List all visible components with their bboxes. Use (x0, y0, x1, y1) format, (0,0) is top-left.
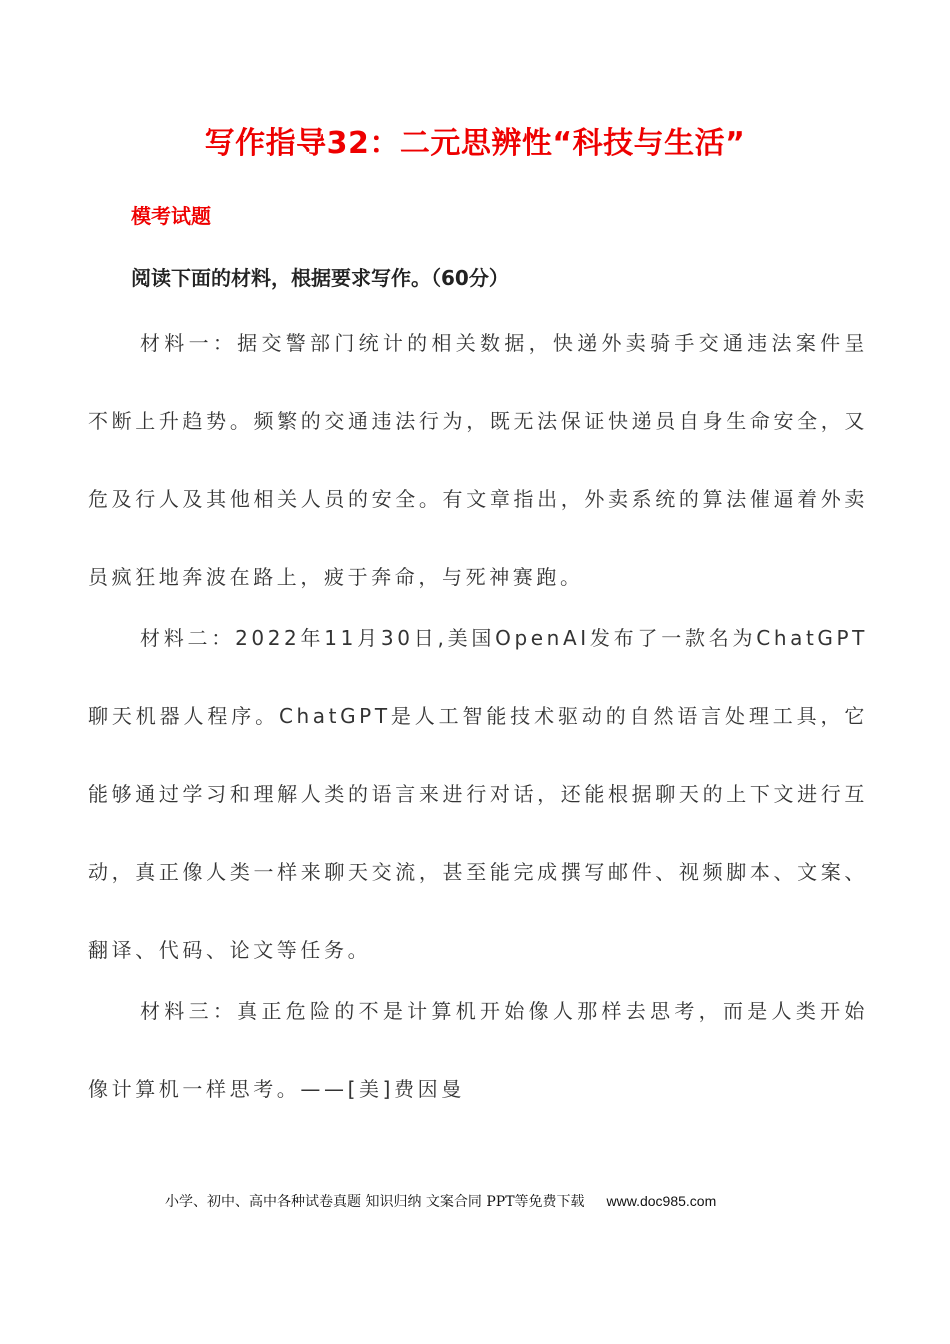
writing-instruction: 阅读下面的材料，根据要求写作。（60分） (131, 266, 509, 290)
material-three-paragraph: 材料三：真正危险的不是计算机开始像人那样去思考，而是人类开始像计算机一样思考。——[美]费因曼 (88, 999, 868, 1101)
footer-link[interactable]: www.doc985.com (606, 1193, 717, 1209)
material-one-paragraph: 材料一：据交警部门统计的相关数据，快递外卖骑手交通违法案件呈不断上升趋势。频繁的交通违法行为，既无法保证快递员自身生命安全，又危及行人及其他相关人员的安全。有文章指出，外卖系统的算法催逼着外卖员疯狂地奔波在路上，疲于奔命，与死神赛跑。 (88, 331, 868, 589)
section-heading: 模考试题 (131, 204, 211, 228)
material-two-paragraph: 材料二：2022年11月30日,美国OpenAI发布了一款名为ChatGPT聊天机器人程序。ChatGPT是人工智能技术驱动的自然语言处理工具，它能够通过学习和理解人类的语言来进行对话，还能根据聊天的上下文进行互动，真正像人类一样来聊天交流，甚至能完成撰写邮件、视频脚本、文案、翻译、代码、论文等任务。 (88, 626, 868, 962)
footer-text: 小学、初中、高中各种试卷真题 知识归纳 文案合同 PPT等免费下载 (165, 1194, 585, 1210)
page-footer (165, 1191, 716, 1211)
document-title: 写作指导32：二元思辨性“科技与生活” (204, 126, 746, 161)
